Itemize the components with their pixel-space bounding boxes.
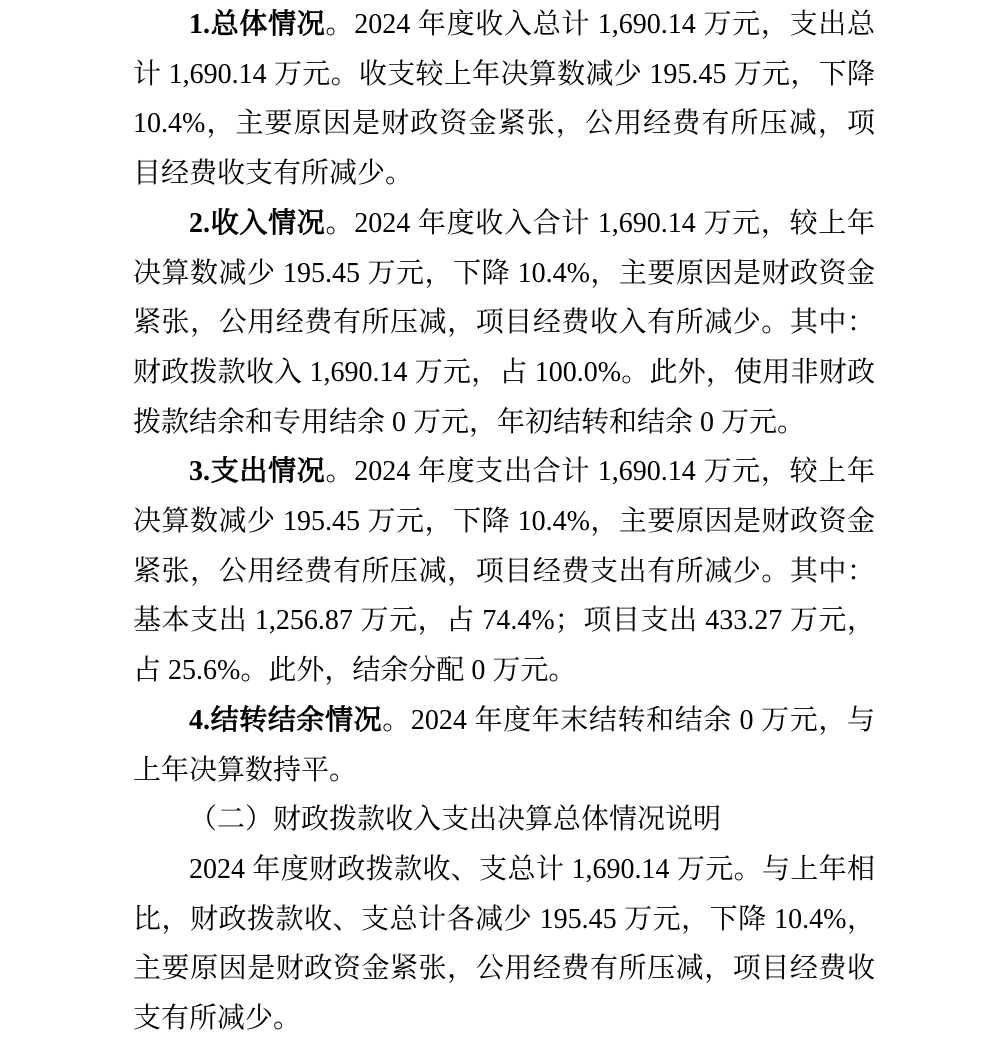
paragraph-fiscal-appropriation-summary: 2024 年度财政拨款收、支总计 1,690.14 万元。与上年相比，财政拨款收、支总计各减少 195.45 万元，下降 10.4%，主要原因是财政资金紧张，公用经费有所压减，项目经费收支有所减少。 <box>133 853 875 1035</box>
paragraph-carryover-situation <box>133 696 875 795</box>
subsection-heading-fiscal-appropriation: （二）财政拨款收入支出决算总体情况说明 <box>189 804 722 836</box>
paragraph-income-situation <box>133 199 875 448</box>
paragraph-expenditure-situation <box>133 447 875 696</box>
paragraph-overall-heading: 1.总体情况 <box>189 9 326 40</box>
paragraph-overall-body: 。2024 年度收入总计 1,690.14 万元，支出总计 1,690.14 万元。收支较上年决算数减少 195.45 万元，下降 10.4%，主要原因是财政资金紧张，公用经费有所压减，项目经费收支有所减少。 <box>133 9 875 190</box>
paragraph-carryover-body: 。2024 年度年末结转和结余 0 万元，与上年决算数持平。 <box>133 704 875 786</box>
paragraph-overall-situation <box>133 0 875 199</box>
paragraph-income-body: 。2024 年度收入合计 1,690.14 万元，较上年决算数减少 195.45 万元，下降 10.4%，主要原因是财政资金紧张，公用经费有所压减，项目经费收入有所减少。其中：财政拨款收入 1,690.14 万元，占 100.0%。此外，使用非财政拨款结余和专用结余 0 万元，年初结转和结余 0 万元。 <box>133 207 875 438</box>
paragraph-income-heading: 2.收入情况 <box>189 207 326 239</box>
paragraph-expenditure-heading: 3.支出情况 <box>189 456 326 488</box>
paragraph-carryover-heading: 4.结转结余情况 <box>189 704 383 736</box>
paragraph-expenditure-body: 。2024 年度支出合计 1,690.14 万元，较上年决算数减少 195.45 万元，下降 10.4%，主要原因是财政资金紧张，公用经费有所压减，项目经费支出有所减少。其中：基本支出 1,256.87 万元，占 74.4%；项目支出 433.27 万元，占 25.6%。此外，结余分配 0 万元。 <box>133 456 875 687</box>
